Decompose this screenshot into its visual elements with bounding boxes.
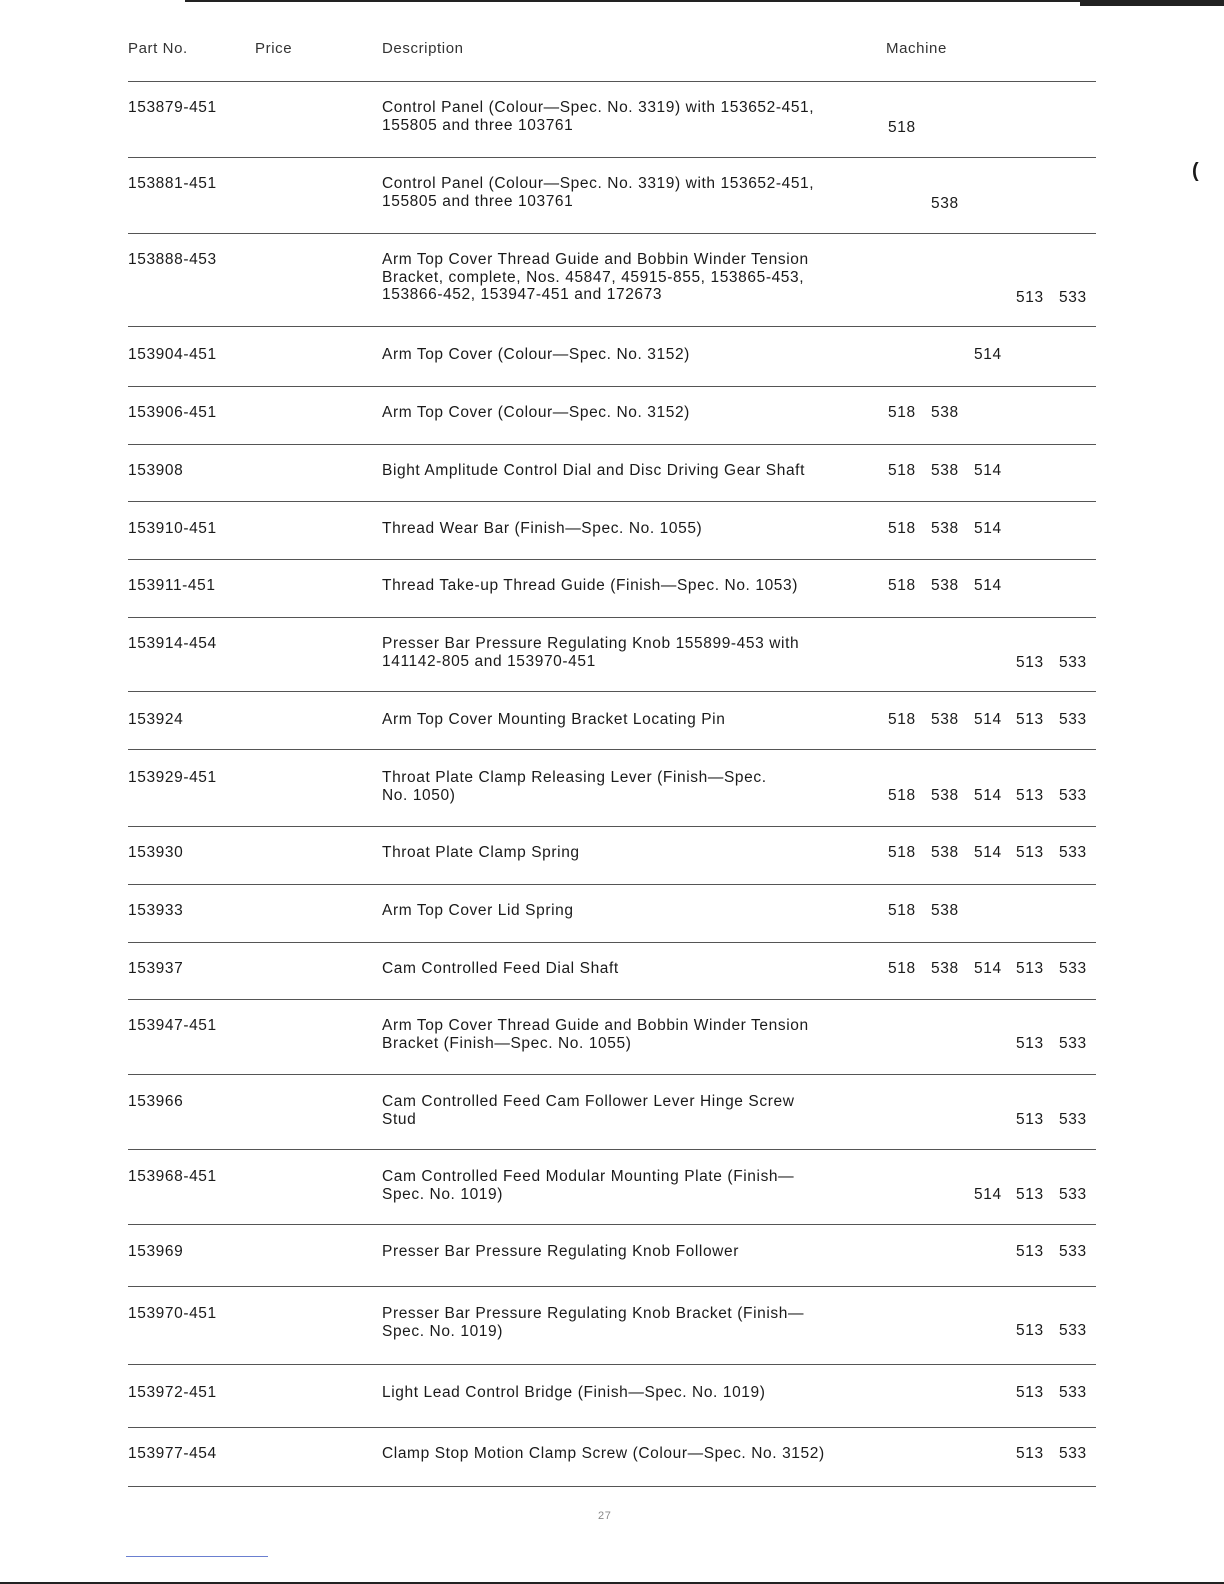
header-machine: Machine	[886, 40, 947, 57]
part-description: Bight Amplitude Control Dial and Disc Driving Gear Shaft	[382, 462, 805, 479]
machine-number: 518	[888, 902, 916, 919]
part-number: 153914-454	[128, 635, 217, 652]
margin-mark: (	[1192, 160, 1200, 182]
part-number: 153929-451	[128, 769, 217, 786]
machine-number: 538	[931, 960, 959, 977]
machine-number: 533	[1059, 1035, 1087, 1052]
part-number: 153968-451	[128, 1168, 217, 1185]
machine-number: 513	[1016, 289, 1044, 306]
row-divider	[128, 559, 1096, 560]
header-part-no: Part No.	[128, 40, 188, 57]
row-divider	[128, 233, 1096, 234]
part-description: Arm Top Cover Thread Guide and Bobbin Winder Tension Bracket, complete, Nos. 45847, 45915-855, 153865-453, 153866-452, 153947-451 and 172673	[382, 251, 809, 303]
part-number: 153970-451	[128, 1305, 217, 1322]
part-description: Control Panel (Colour—Spec. No. 3319) with 153652-451, 155805 and three 103761	[382, 175, 815, 210]
machine-number: 514	[974, 462, 1002, 479]
part-description: Presser Bar Pressure Regulating Knob 155899-453 with 141142-805 and 153970-451	[382, 635, 800, 670]
row-divider	[128, 386, 1096, 387]
part-number: 153937	[128, 960, 184, 977]
machine-number: 533	[1059, 1445, 1087, 1462]
machine-number: 513	[1016, 1035, 1044, 1052]
machine-number: 513	[1016, 787, 1044, 804]
part-description: Arm Top Cover (Colour—Spec. No. 3152)	[382, 346, 690, 363]
row-divider	[128, 501, 1096, 502]
machine-number: 533	[1059, 654, 1087, 671]
part-number: 153881-451	[128, 175, 217, 192]
part-number: 153933	[128, 902, 184, 919]
row-divider	[128, 884, 1096, 885]
row-divider	[128, 1364, 1096, 1365]
machine-number: 513	[1016, 844, 1044, 861]
part-description: Arm Top Cover Lid Spring	[382, 902, 574, 919]
top-rule	[185, 0, 1224, 2]
part-number: 153906-451	[128, 404, 217, 421]
machine-number: 538	[931, 577, 959, 594]
machine-number: 514	[974, 520, 1002, 537]
machine-number: 533	[1059, 289, 1087, 306]
part-number: 153908	[128, 462, 184, 479]
machine-number: 514	[974, 1186, 1002, 1203]
part-number: 153977-454	[128, 1445, 217, 1462]
machine-number: 538	[931, 520, 959, 537]
header-description: Description	[382, 40, 464, 57]
part-number: 153972-451	[128, 1384, 217, 1401]
part-number: 153924	[128, 711, 184, 728]
machine-number: 538	[931, 195, 959, 212]
part-number: 153911-451	[128, 577, 216, 594]
machine-number: 518	[888, 119, 916, 136]
machine-number: 514	[974, 711, 1002, 728]
row-divider	[128, 691, 1096, 692]
machine-number: 514	[974, 787, 1002, 804]
part-description: Presser Bar Pressure Regulating Knob Bracket (Finish— Spec. No. 1019)	[382, 1305, 805, 1340]
machine-number: 514	[974, 960, 1002, 977]
part-description: Throat Plate Clamp Releasing Lever (Finish—Spec. No. 1050)	[382, 769, 767, 804]
machine-number: 514	[974, 577, 1002, 594]
part-number: 153969	[128, 1243, 184, 1260]
part-description: Light Lead Control Bridge (Finish—Spec. No. 1019)	[382, 1384, 766, 1401]
row-divider	[128, 1427, 1096, 1428]
machine-number: 514	[974, 346, 1002, 363]
row-divider	[128, 157, 1096, 158]
machine-number: 513	[1016, 711, 1044, 728]
part-number: 153930	[128, 844, 184, 861]
row-divider	[128, 617, 1096, 618]
machine-number: 533	[1059, 711, 1087, 728]
part-number: 153888-453	[128, 251, 217, 268]
top-rule-heavy	[1080, 0, 1224, 6]
table-header	[0, 40, 1224, 60]
machine-number: 513	[1016, 654, 1044, 671]
machine-number: 513	[1016, 1111, 1044, 1128]
machine-number: 513	[1016, 960, 1044, 977]
machine-number: 518	[888, 787, 916, 804]
part-description: Thread Wear Bar (Finish—Spec. No. 1055)	[382, 520, 703, 537]
part-number: 153966	[128, 1093, 184, 1110]
part-description: Clamp Stop Motion Clamp Screw (Colour—Spec. No. 3152)	[382, 1445, 825, 1462]
bottom-underline	[126, 1556, 268, 1557]
part-description: Cam Controlled Feed Modular Mounting Plate (Finish— Spec. No. 1019)	[382, 1168, 795, 1203]
header-price: Price	[255, 40, 293, 57]
machine-number: 533	[1059, 1384, 1087, 1401]
machine-number: 538	[931, 902, 959, 919]
part-description: Arm Top Cover Mounting Bracket Locating Pin	[382, 711, 726, 728]
part-description: Control Panel (Colour—Spec. No. 3319) with 153652-451, 155805 and three 103761	[382, 99, 815, 134]
row-divider	[128, 826, 1096, 827]
machine-number: 513	[1016, 1243, 1044, 1260]
machine-number: 518	[888, 960, 916, 977]
row-divider	[128, 444, 1096, 445]
machine-number: 533	[1059, 787, 1087, 804]
part-number: 153879-451	[128, 99, 217, 116]
machine-number: 514	[974, 844, 1002, 861]
machine-number: 513	[1016, 1186, 1044, 1203]
machine-number: 513	[1016, 1322, 1044, 1339]
row-divider	[128, 1486, 1096, 1487]
part-number: 153910-451	[128, 520, 217, 537]
machine-number: 518	[888, 462, 916, 479]
row-divider	[128, 1149, 1096, 1150]
part-description: Cam Controlled Feed Cam Follower Lever Hinge Screw Stud	[382, 1093, 795, 1128]
machine-number: 538	[931, 404, 959, 421]
part-description: Arm Top Cover Thread Guide and Bobbin Winder Tension Bracket (Finish—Spec. No. 1055)	[382, 1017, 809, 1052]
part-number: 153904-451	[128, 346, 217, 363]
part-number: 153947-451	[128, 1017, 217, 1034]
row-divider	[128, 942, 1096, 943]
row-divider	[128, 81, 1096, 82]
machine-number: 533	[1059, 1186, 1087, 1203]
machine-number: 533	[1059, 844, 1087, 861]
row-divider	[128, 1286, 1096, 1287]
machine-number: 533	[1059, 1111, 1087, 1128]
machine-number: 518	[888, 711, 916, 728]
part-description: Throat Plate Clamp Spring	[382, 844, 580, 861]
machine-number: 513	[1016, 1445, 1044, 1462]
machine-number: 538	[931, 711, 959, 728]
machine-number: 533	[1059, 1322, 1087, 1339]
part-description: Thread Take-up Thread Guide (Finish—Spec. No. 1053)	[382, 577, 799, 594]
part-description: Presser Bar Pressure Regulating Knob Follower	[382, 1243, 739, 1260]
page-number: 27	[598, 1510, 612, 1522]
row-divider	[128, 999, 1096, 1000]
machine-number: 518	[888, 844, 916, 861]
part-description: Arm Top Cover (Colour—Spec. No. 3152)	[382, 404, 690, 421]
row-divider	[128, 326, 1096, 327]
part-description: Cam Controlled Feed Dial Shaft	[382, 960, 619, 977]
row-divider	[128, 749, 1096, 750]
machine-number: 538	[931, 844, 959, 861]
machine-number: 513	[1016, 1384, 1044, 1401]
machine-number: 538	[931, 462, 959, 479]
machine-number: 518	[888, 577, 916, 594]
machine-number: 518	[888, 404, 916, 421]
machine-number: 538	[931, 787, 959, 804]
machine-number: 533	[1059, 960, 1087, 977]
machine-number: 533	[1059, 1243, 1087, 1260]
row-divider	[128, 1074, 1096, 1075]
machine-number: 518	[888, 520, 916, 537]
row-divider	[128, 1224, 1096, 1225]
